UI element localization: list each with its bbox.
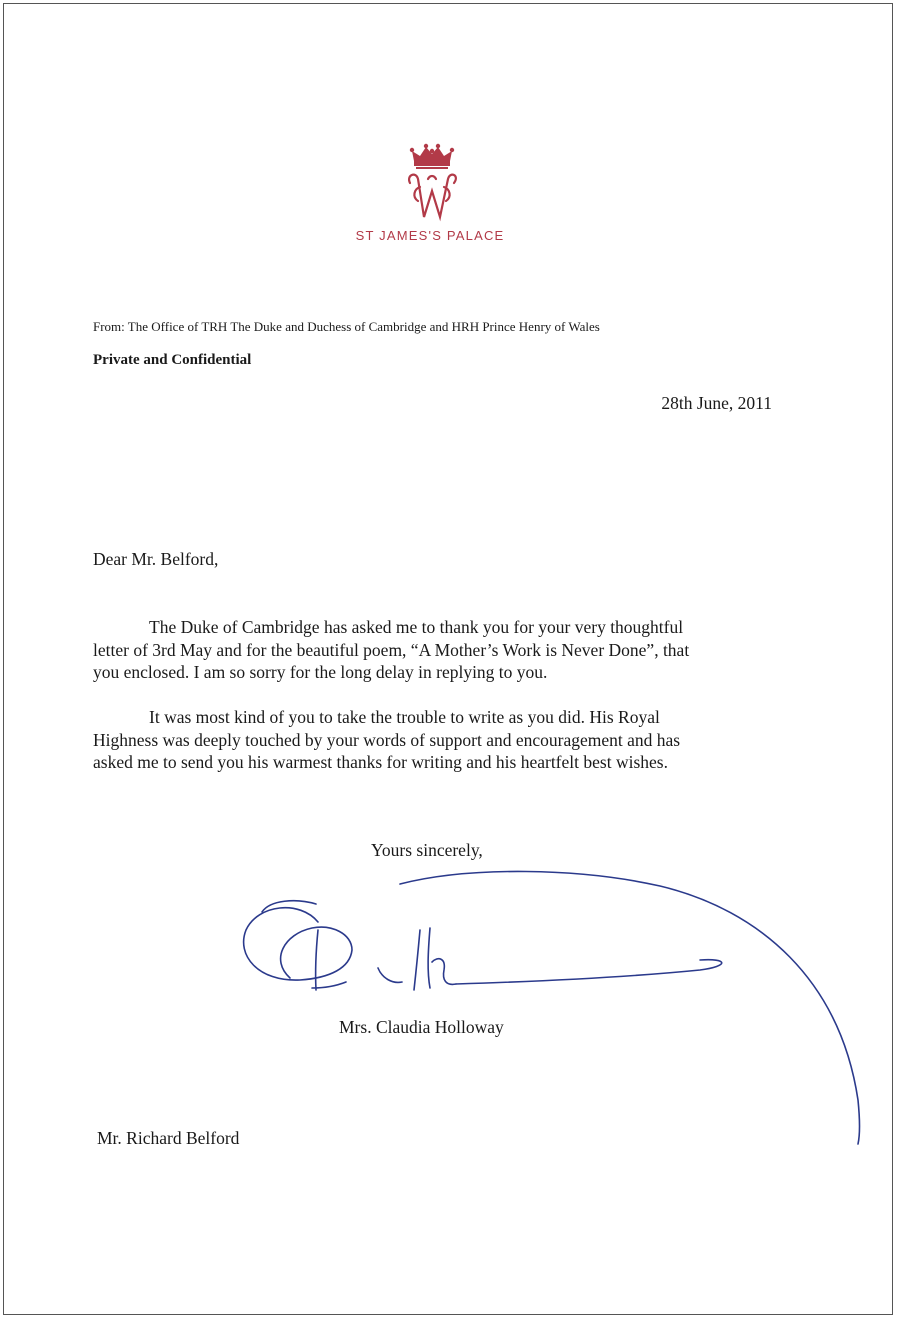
- classification-heading: Private and Confidential: [93, 352, 252, 368]
- letterhead-palace-name: ST JAMES'S PALACE: [355, 228, 505, 243]
- paragraph-2-line: Highness was deeply touched by your words of support and encouragement and has: [93, 729, 681, 750]
- paragraph-1-line: letter of 3rd May and for the beautiful poem, “A Mother’s Work is Never Done”, that: [93, 639, 690, 660]
- crowned-w-cypher-icon: [400, 143, 464, 225]
- body-paragraph-2: [93, 706, 783, 774]
- signer-name: Mrs. Claudia Holloway: [339, 1017, 504, 1037]
- paragraph-2-line: It was most kind of you to take the trouble to write as you did. His Royal: [149, 707, 660, 727]
- salutation: Dear Mr. Belford,: [93, 549, 219, 569]
- from-line: From: The Office of TRH The Duke and Duchess of Cambridge and HRH Prince Henry of Wales: [93, 319, 600, 334]
- paragraph-1-line: you enclosed. I am so sorry for the long delay in replying to you.: [93, 662, 548, 682]
- paragraph-2-line: asked me to send you his warmest thanks for writing and his heartfelt best wishes.: [93, 752, 668, 772]
- body-paragraph-1: [93, 616, 783, 684]
- recipient-name: Mr. Richard Belford: [97, 1128, 240, 1148]
- letter-date: 28th June, 2011: [661, 393, 772, 413]
- paragraph-1-line: The Duke of Cambridge has asked me to thank you for your very thoughtful: [149, 617, 684, 637]
- closing: Yours sincerely,: [371, 840, 483, 860]
